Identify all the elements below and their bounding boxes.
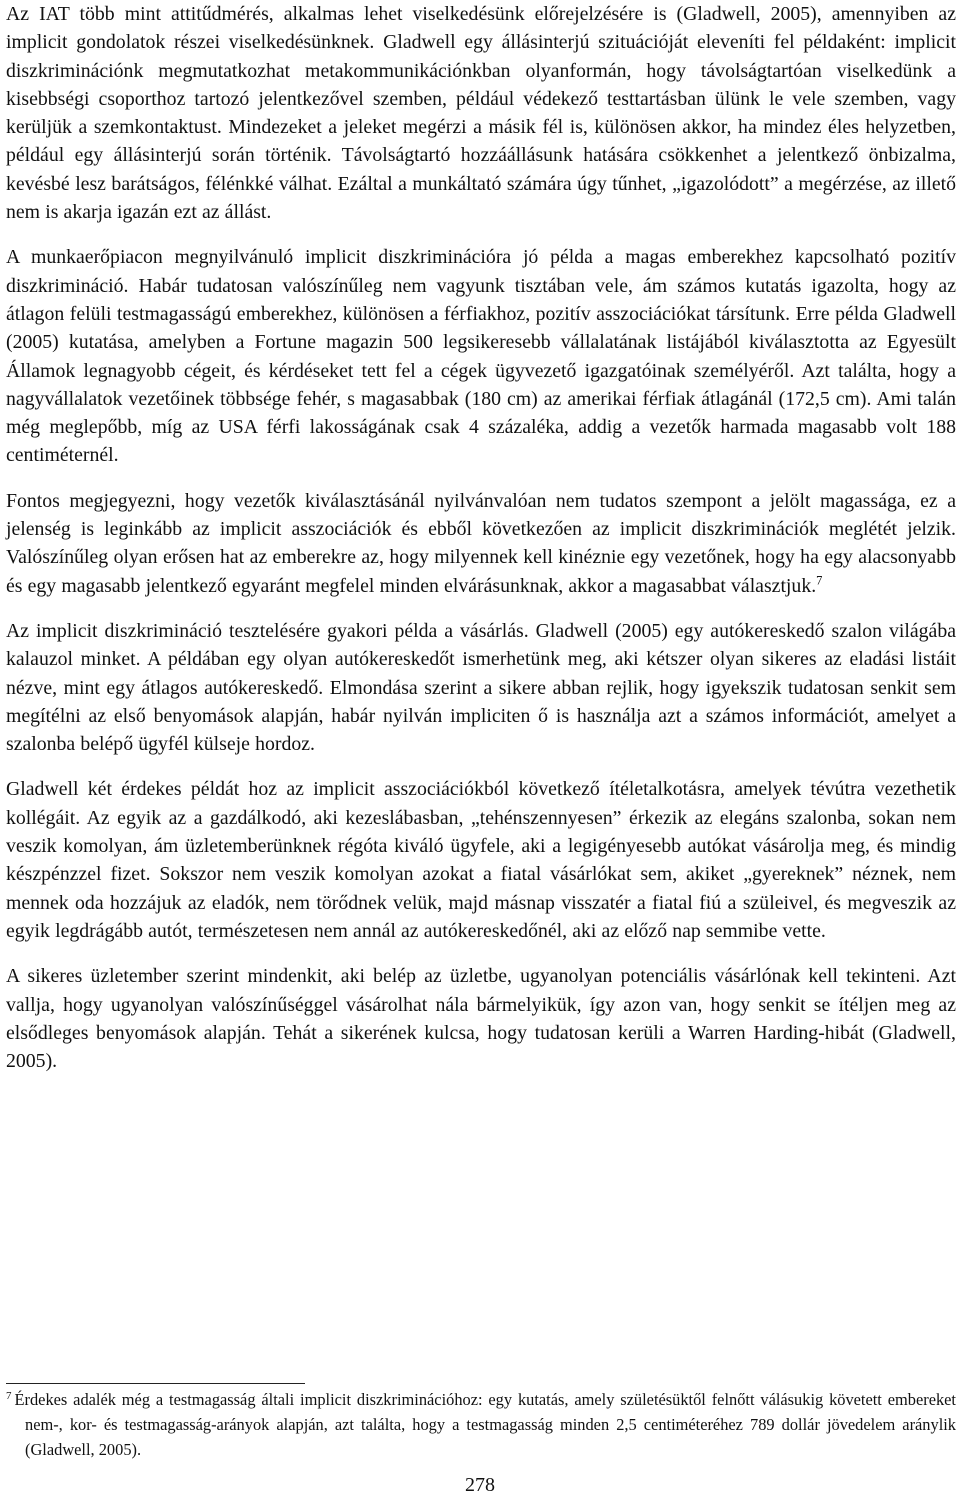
footnote-text: Érdekes adalék még a testmagasság általi implicit diszkriminációhoz: egy kutatás, amely születésüktől felnőtt válásukig követett embereket nem-, kor- és testmagasság-arányok alapján, azt találta, hogy a testmagasság minden 2,5 centiméteréhez 789 dollár jövedelem aránylik (Gladwell, 2005). [14,1390,956,1459]
page-number: 278 [465,1474,495,1496]
paragraph-1: Az IAT több mint attitűdmérés, alkalmas lehet viselkedésünk előrejelzésére is (Gladwell, 2005), amennyiben az implicit gondolatok részei viselkedésünknek. Gladwell egy állásinterjú szituációját eleveníti fel példaként: implicit diszkriminációnk megmutatkozhat metakommunikációnkban olyanformán, hogy távolságtartóan viselkedünk a kisebbségi csoporthoz tartozó jelentkezővel szemben, például védekező testtartásban ülünk le vele szemben, vagy kerüljük a szemkontaktust. Mindezeket a jeleket megérzi a másik fél is, különösen akkor, ha mindez éles helyzetben, például egy állásinterjú során történik. Távolságtartó hozzáállásunk hatására csökkenhet a jelentkező önbizalma, kevésbé lesz barátságos, félénkké válhat. Ezáltal a munkáltató számára úgy tűnhet, „igazolódott” a megérzése, az illető nem is akarja igazán ezt az állást. [6,3,956,224]
paragraph-6: A sikeres üzletember szerint mindenkit, aki belép az üzletbe, ugyanolyan potenciális vásárlónak kell tekinteni. Azt vallja, hogy ugyanolyan valószínűséggel vásárolhat nála bármelyikük, így azon van, hogy senkit se ítéljen meg az elsődleges benyomások alapján. Tehát a sikerének kulcsa, hogy tudatosan kerüli a Warren Harding-hibát (Gladwell, 2005). [6,965,956,1073]
footnote [6,1387,956,1462]
paragraph-3 [6,487,956,600]
footnote-reference[interactable]: 7 [816,573,823,588]
paragraph-2: A munkaerőpiacon megnyilvánuló implicit diszkriminációra jó példa a magas emberekhez kapcsolható pozitív diszkrimináció. Habár tudatosan valószínűleg nem vagyunk tisztában vele, ám számos kutatás igazolta, hogy az átlagon felüli testmagasságú emberekhez, különösen a férfiakhoz, pozitív asszociációkat társítunk. Erre példa Gladwell (2005) kutatása, amelyben a Fortune magazin 500 legsikeresebb vállalatának listájából kiválasztotta az Egyesült Államok legnagyobb cégeit, és kérdéseket tett fel a cégek ügyvezető igazgatóinak személyéről. Azt találta, hogy a nagyvállalatok vezetőinek többsége fehér, s magasabbak (180 cm) az amerikai férfiak átlagánál (172,5 cm). Ami talán még meglepőbb, míg az USA férfi lakosságának csak 4 százaléka, addig a vezetők harmada magasabb volt 188 centiméternél. [6,246,956,467]
paragraph-5: Gladwell két érdekes példát hoz az implicit asszociációkból következő ítéletalkotásra, amelyek tévútra vezethetik kollégáit. Az egyik az a gazdálkodó, aki kezeslábasban, „tehénszennyesen” érkezik az elegáns szalonba, sokan nem veszik komolyan, ám üzletemberünknek régóta kiváló ügyfele, aki a legigényesebb autókat vásárolja meg, és mindig készpénzzel fizet. Sokszor nem veszik komolyan azokat a fiatal vásárlókat sem, akiket „gyereknek” néznek, nem mennek oda hozzájuk az eladók, nem törődnek velük, majd másnap visszatér a fiatal fiú a szüleivel, és megveszik az egyik legdrágább autót, természetesen nem annál az autókereskedőnél, aki az előző nap semmibe vette. [6,778,956,942]
footnote-divider [6,1383,305,1384]
body-text [6,0,956,1092]
paragraph-4: Az implicit diszkrimináció tesztelésére gyakori példa a vásárlás. Gladwell (2005) egy autókereskedő szalon világába kalauzol minket. A példában egy olyan autókereskedőt ismerhetünk meg, aki kétszer olyan sikeres az eladási listáit nézve, mint egy átlagos autókereskedő. Elmondása szerint a sikere abban rejlik, hogy igyekszik tudatosan senkit sem megítélni az első benyomások alapján, habár nyilván impliciten ő is használja azt a számos információt, amelyet a szalonba belépő ügyfél külseje hordoz. [6,619,956,756]
paragraph-3-text: Fontos megjegyezni, hogy vezetők kiválasztásánál nyilvánvalóan nem tudatos szempont a jelölt magassága, ez a jelenség is leginkább az implicit asszociációk és ebből következően az implicit diszkriminációk meglétét jelzik. Valószínűleg olyan erősen hat az emberekre az, hogy milyennek kell kinéznie egy vezetőnek, hogy ha egy alacsonyabb és egy magasabb jelentkező egyaránt megfelel minden elvárásunknak, akkor a magasabbat választjuk. [6,489,956,597]
footnote-mark: 7 [6,1389,12,1402]
footnote-paragraph [6,1387,956,1462]
